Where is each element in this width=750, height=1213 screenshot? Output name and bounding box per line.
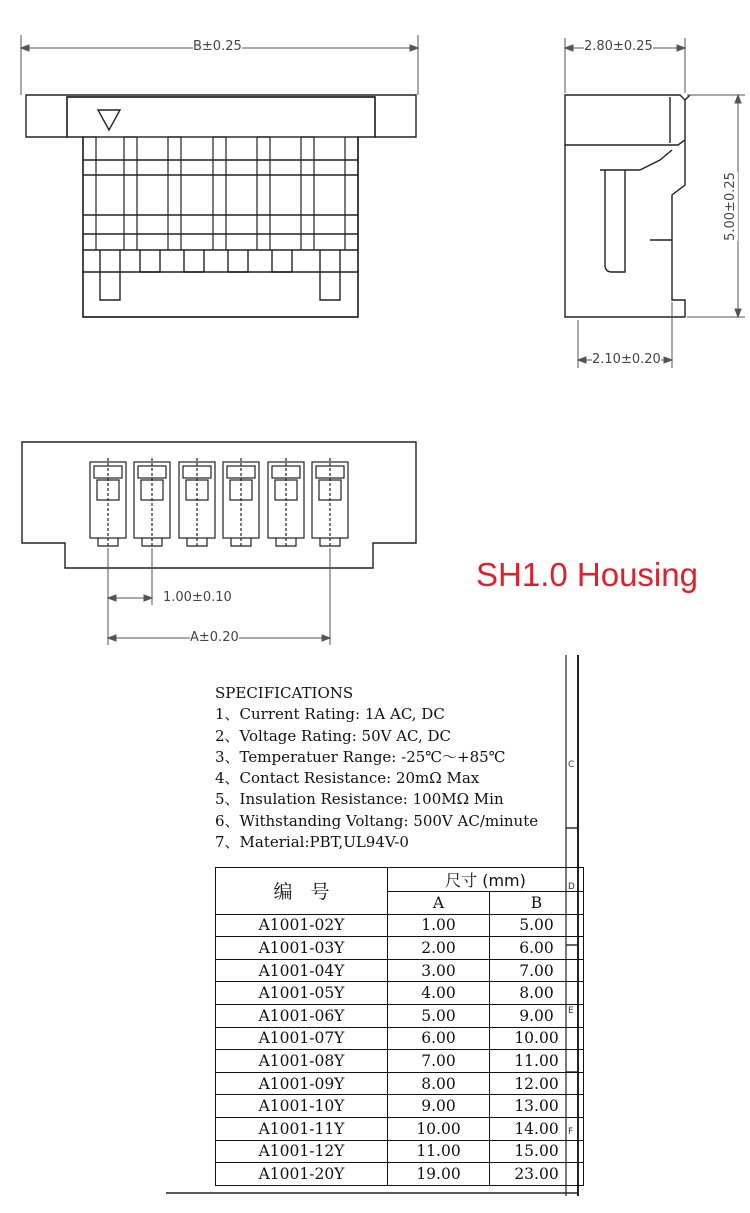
dim-b-label: B±0.25 (193, 39, 242, 54)
spec-item: 2、Voltage Rating: 50V AC, DC (215, 726, 452, 745)
cell-b: 8.00 (490, 982, 584, 1005)
cell-a: 19.00 (388, 1163, 490, 1186)
table-row (216, 1095, 584, 1118)
table-row (216, 1163, 584, 1186)
header-code: 编号 (216, 868, 388, 915)
cell-code: A1001-08Y (216, 1050, 388, 1073)
dim-depth-label: 2.80±0.25 (584, 39, 653, 54)
table-row (216, 1140, 584, 1163)
cell-a: 10.00 (388, 1117, 490, 1140)
spec-item: 4、Contact Resistance: 20mΩ Max (215, 769, 480, 788)
table-row (216, 1117, 584, 1140)
specifications (215, 683, 538, 853)
cell-code: A1001-07Y (216, 1027, 388, 1050)
dim-pitch-label: 1.00±0.10 (163, 590, 232, 605)
contact-cells (90, 458, 348, 548)
cell-a: 3.00 (388, 959, 490, 982)
table-row (216, 959, 584, 982)
table-row (216, 914, 584, 937)
cell-code: A1001-02Y (216, 914, 388, 937)
cell-code: A1001-11Y (216, 1117, 388, 1140)
cell-a: 11.00 (388, 1140, 490, 1163)
cell-a: 4.00 (388, 982, 490, 1005)
edge-label: F (568, 1127, 574, 1137)
cell-b: 10.00 (490, 1027, 584, 1050)
cell-a: 1.00 (388, 914, 490, 937)
edge-label: C (568, 760, 575, 770)
table-row (216, 937, 584, 960)
cell-code: A1001-04Y (216, 959, 388, 982)
bottom-view (22, 442, 416, 645)
cell-b: 7.00 (490, 959, 584, 982)
cell-code: A1001-05Y (216, 982, 388, 1005)
header-size: 尺寸 (mm) (388, 868, 584, 892)
cell-a: 6.00 (388, 1027, 490, 1050)
part-dimension-table (215, 867, 584, 1186)
cell-b: 12.00 (490, 1072, 584, 1095)
cell-b: 9.00 (490, 1004, 584, 1027)
cell-code: A1001-10Y (216, 1095, 388, 1118)
cell-a: 5.00 (388, 1004, 490, 1027)
dim-side-bottom-label: 2.10±0.20 (592, 352, 661, 367)
spec-item: 3、Temperatuer Range: -25℃～+85℃ (215, 747, 506, 766)
table-row (216, 1004, 584, 1027)
cell-code: A1001-06Y (216, 1004, 388, 1027)
dim-height-label: 5.00±0.25 (722, 172, 738, 241)
product-title: SH1.0 Housing (476, 556, 698, 593)
cell-a: 2.00 (388, 937, 490, 960)
spec-item: 7、Material:PBT,UL94V-0 (215, 833, 409, 852)
spec-item: 6、Withstanding Voltang: 500V AC/minute (215, 811, 539, 830)
table-row (216, 1050, 584, 1073)
side-view (565, 38, 745, 368)
front-view (21, 35, 418, 317)
cell-b: 5.00 (490, 914, 584, 937)
edge-label: D (568, 882, 575, 892)
spec-item: 5、Insulation Resistance: 100MΩ Min (215, 790, 504, 809)
cell-b: 6.00 (490, 937, 584, 960)
table-row (216, 1027, 584, 1050)
cell-a: 8.00 (388, 1072, 490, 1095)
edge-label: E (568, 1006, 574, 1016)
table-row (216, 982, 584, 1005)
cell-a: 7.00 (388, 1050, 490, 1073)
table-row (216, 1072, 584, 1095)
cell-a: 9.00 (388, 1095, 490, 1118)
cell-code: A1001-03Y (216, 937, 388, 960)
cell-b: 15.00 (490, 1140, 584, 1163)
cell-b: 14.00 (490, 1117, 584, 1140)
specs-heading: SPECIFICATIONS (215, 684, 354, 702)
dim-a-label: A±0.20 (190, 630, 239, 645)
cell-code: A1001-12Y (216, 1140, 388, 1163)
cell-code: A1001-20Y (216, 1163, 388, 1186)
cell-b: 13.00 (490, 1095, 584, 1118)
header-a: A (388, 892, 490, 915)
header-b: B (490, 892, 584, 915)
cell-b: 11.00 (490, 1050, 584, 1073)
spec-item: 1、Current Rating: 1A AC, DC (215, 705, 445, 724)
cell-code: A1001-09Y (216, 1072, 388, 1095)
cell-b: 23.00 (490, 1163, 584, 1186)
